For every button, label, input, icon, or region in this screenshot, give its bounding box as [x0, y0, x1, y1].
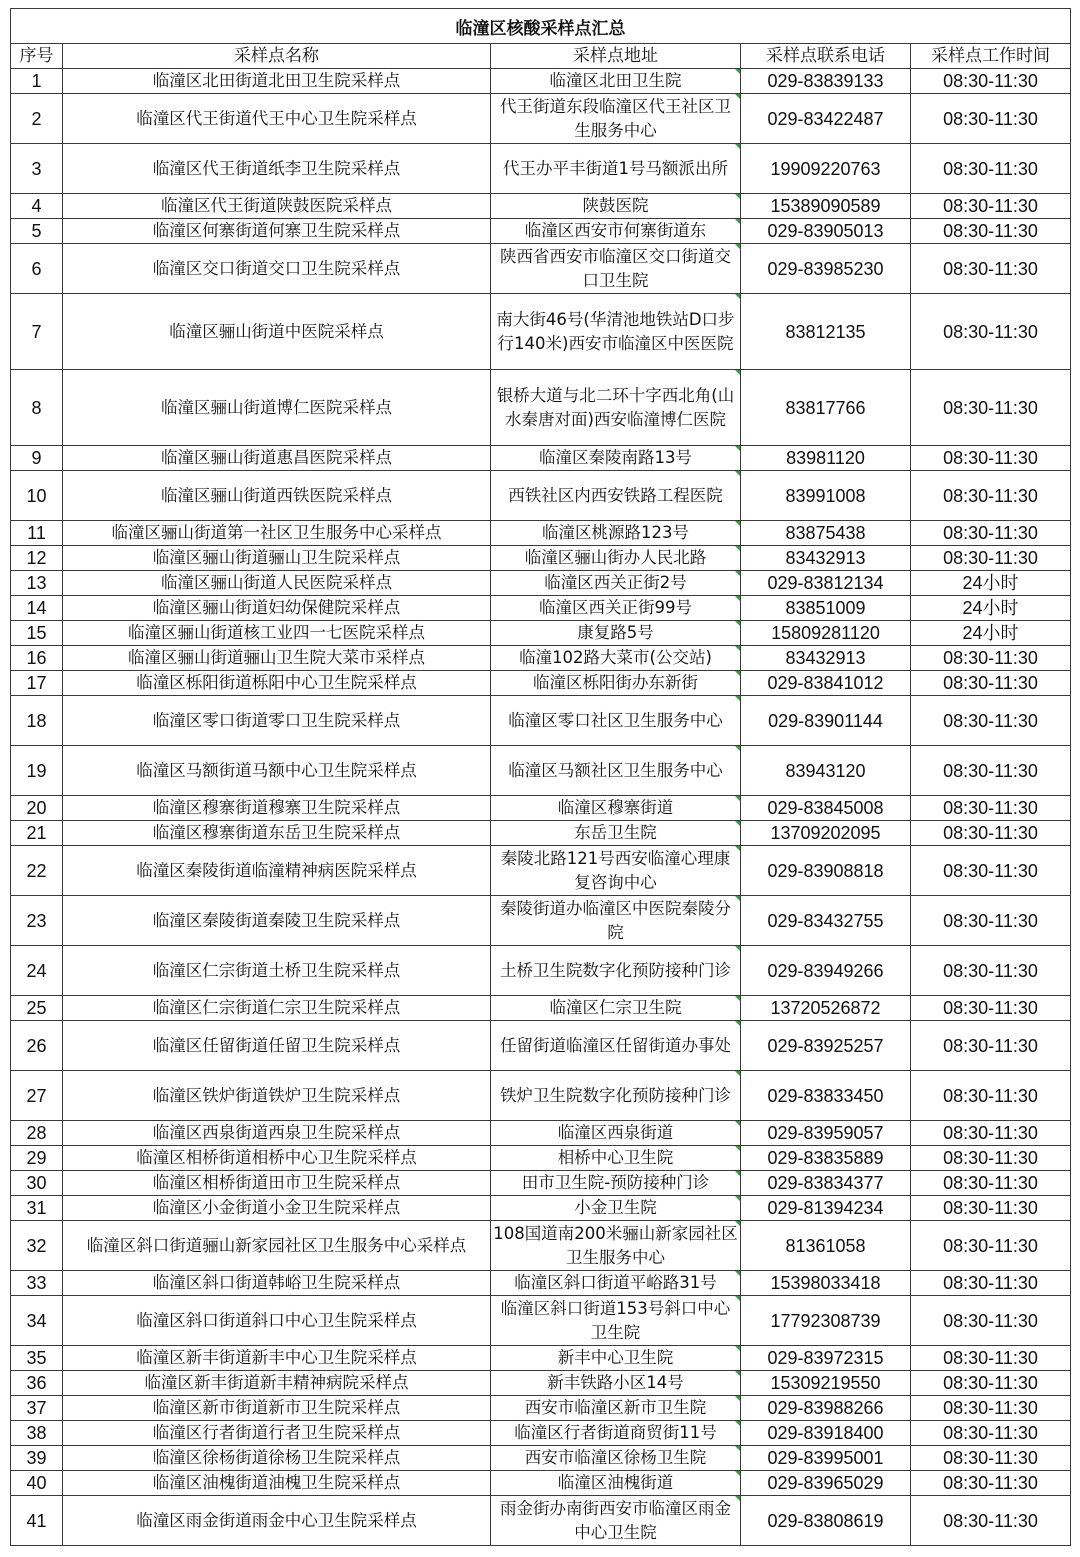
- cell-site-name: 临潼区秦陵街道临潼精神病医院采样点: [63, 846, 491, 896]
- cell-site-name: 临潼区仁宗街道土桥卫生院采样点: [63, 946, 491, 996]
- cell-site-address: 铁炉卫生院数字化预防接种门诊: [491, 1071, 741, 1121]
- table-row: [11, 1346, 1071, 1371]
- cell-hours: 08:30-11:30: [911, 1071, 1071, 1121]
- cell-phone: 029-83833450: [741, 1071, 911, 1121]
- cell-hours: 08:30-11:30: [911, 1371, 1071, 1396]
- cell-site-address: 东岳卫生院: [491, 821, 741, 846]
- table-row: [11, 746, 1071, 796]
- cell-site-address: 临潼区北田卫生院: [491, 69, 741, 94]
- cell-site-name: 临潼区仁宗街道仁宗卫生院采样点: [63, 996, 491, 1021]
- table-row: [11, 521, 1071, 546]
- cell-phone: 83812135: [741, 294, 911, 370]
- cell-no: 5: [11, 219, 63, 244]
- cell-site-address: 秦陵北路121号西安临潼心理康复咨询中心: [491, 846, 741, 896]
- table-row: [11, 446, 1071, 471]
- cell-phone: 81361058: [741, 1221, 911, 1271]
- cell-site-name: 临潼区北田街道北田卫生院采样点: [63, 69, 491, 94]
- table-row: [11, 1271, 1071, 1296]
- cell-site-address: 临潼区马额社区卫生服务中心: [491, 746, 741, 796]
- table-row: [11, 621, 1071, 646]
- cell-hours: 08:30-11:30: [911, 696, 1071, 746]
- cell-site-address: 临潼区穆寨街道: [491, 796, 741, 821]
- cell-hours: 08:30-11:30: [911, 244, 1071, 294]
- cell-no: 16: [11, 646, 63, 671]
- cell-phone: 029-83905013: [741, 219, 911, 244]
- cell-hours: 08:30-11:30: [911, 219, 1071, 244]
- cell-no: 1: [11, 69, 63, 94]
- cell-phone: 029-83432755: [741, 896, 911, 946]
- cell-hours: 08:30-11:30: [911, 294, 1071, 370]
- cell-site-address: 土桥卫生院数字化预防接种门诊: [491, 946, 741, 996]
- cell-site-address: 临潼区秦陵南路13号: [491, 446, 741, 471]
- cell-site-address: 临潼区西关正街99号: [491, 596, 741, 621]
- cell-hours: 08:30-11:30: [911, 846, 1071, 896]
- table-row: [11, 244, 1071, 294]
- cell-site-name: 临潼区行者街道行者卫生院采样点: [63, 1421, 491, 1446]
- cell-site-address: 临潼区行者街道商贸街11号: [491, 1421, 741, 1446]
- cell-no: 38: [11, 1421, 63, 1446]
- cell-phone: 029-83812134: [741, 571, 911, 596]
- cell-site-address: 西铁社区内西安铁路工程医院: [491, 471, 741, 521]
- table-row: [11, 671, 1071, 696]
- cell-phone: 029-83995001: [741, 1446, 911, 1471]
- cell-site-address: 临潼区栎阳街办东新街: [491, 671, 741, 696]
- table-row: [11, 1421, 1071, 1446]
- cell-no: 8: [11, 370, 63, 446]
- cell-no: 33: [11, 1271, 63, 1296]
- cell-phone: 15389090589: [741, 194, 911, 219]
- cell-phone: 029-83845008: [741, 796, 911, 821]
- cell-site-name: 临潼区代王街道纸李卫生院采样点: [63, 144, 491, 194]
- cell-site-name: 临潼区斜口街道斜口中心卫生院采样点: [63, 1296, 491, 1346]
- table-title: 临潼区核酸采样点汇总: [11, 9, 1071, 44]
- cell-no: 2: [11, 94, 63, 144]
- cell-hours: 08:30-11:30: [911, 94, 1071, 144]
- cell-phone: 15398033418: [741, 1271, 911, 1296]
- cell-hours: 08:30-11:30: [911, 1396, 1071, 1421]
- cell-hours: 08:30-11:30: [911, 1421, 1071, 1446]
- cell-no: 10: [11, 471, 63, 521]
- cell-no: 14: [11, 596, 63, 621]
- table-row: [11, 94, 1071, 144]
- table-row: [11, 1446, 1071, 1471]
- cell-site-address: 临潼区骊山街办人民北路: [491, 546, 741, 571]
- cell-hours: 08:30-11:30: [911, 446, 1071, 471]
- cell-no: 36: [11, 1371, 63, 1396]
- table-row: [11, 546, 1071, 571]
- column-header-address: 采样点地址: [491, 44, 741, 69]
- table-row: [11, 1146, 1071, 1171]
- cell-phone: 029-83839133: [741, 69, 911, 94]
- table-row: [11, 1171, 1071, 1196]
- cell-phone: 029-83834377: [741, 1171, 911, 1196]
- cell-hours: 08:30-11:30: [911, 1221, 1071, 1271]
- table-row: [11, 294, 1071, 370]
- cell-site-address: 临潼区斜口街道153号斜口中心卫生院: [491, 1296, 741, 1346]
- cell-site-address: 新丰中心卫生院: [491, 1346, 741, 1371]
- cell-site-address: 临潼区仁宗卫生院: [491, 996, 741, 1021]
- cell-no: 19: [11, 746, 63, 796]
- table-row: [11, 219, 1071, 244]
- cell-no: 40: [11, 1471, 63, 1496]
- cell-phone: 029-83808619: [741, 1496, 911, 1546]
- table-row: [11, 1396, 1071, 1421]
- cell-phone: 15309219550: [741, 1371, 911, 1396]
- cell-hours: 08:30-11:30: [911, 796, 1071, 821]
- cell-no: 20: [11, 796, 63, 821]
- cell-site-address: 西安市临潼区徐杨卫生院: [491, 1446, 741, 1471]
- cell-phone: 15809281120: [741, 621, 911, 646]
- cell-phone: 83875438: [741, 521, 911, 546]
- cell-no: 29: [11, 1146, 63, 1171]
- cell-no: 9: [11, 446, 63, 471]
- cell-phone: 029-83959057: [741, 1121, 911, 1146]
- cell-no: 7: [11, 294, 63, 370]
- table-row: [11, 796, 1071, 821]
- header-row: [11, 44, 1071, 69]
- cell-phone: 029-83835889: [741, 1146, 911, 1171]
- cell-site-address: 临潼区斜口街道平峪路31号: [491, 1271, 741, 1296]
- cell-site-name: 临潼区何寨街道何寨卫生院采样点: [63, 219, 491, 244]
- cell-hours: 08:30-11:30: [911, 996, 1071, 1021]
- cell-site-address: 南大街46号(华清池地铁站D口步行140米)西安市临潼区中医医院: [491, 294, 741, 370]
- table-row: [11, 370, 1071, 446]
- cell-site-name: 临潼区任留街道任留卫生院采样点: [63, 1021, 491, 1071]
- cell-site-address: 银桥大道与北二环十字西北角(山水秦唐对面)西安临潼博仁医院: [491, 370, 741, 446]
- cell-no: 24: [11, 946, 63, 996]
- cell-site-address: 临潼区零口社区卫生服务中心: [491, 696, 741, 746]
- cell-no: 17: [11, 671, 63, 696]
- cell-site-address: 陕西省西安市临潼区交口街道交口卫生院: [491, 244, 741, 294]
- cell-site-name: 临潼区马额街道马额中心卫生院采样点: [63, 746, 491, 796]
- table-row: [11, 1221, 1071, 1271]
- cell-no: 12: [11, 546, 63, 571]
- column-header-phone: 采样点联系电话: [741, 44, 911, 69]
- table-row: [11, 696, 1071, 746]
- cell-no: 32: [11, 1221, 63, 1271]
- cell-site-name: 临潼区代王街道陕鼓医院采样点: [63, 194, 491, 219]
- cell-hours: 08:30-11:30: [911, 194, 1071, 219]
- cell-site-name: 临潼区栎阳街道栎阳中心卫生院采样点: [63, 671, 491, 696]
- cell-no: 28: [11, 1121, 63, 1146]
- cell-no: 13: [11, 571, 63, 596]
- cell-site-name: 临潼区小金街道小金卫生院采样点: [63, 1196, 491, 1221]
- table-row: [11, 1196, 1071, 1221]
- cell-phone: 029-81394234: [741, 1196, 911, 1221]
- column-header-hours: 采样点工作时间: [911, 44, 1071, 69]
- table-row: [11, 596, 1071, 621]
- cell-site-address: 代王街道东段临潼区代王社区卫生服务中心: [491, 94, 741, 144]
- table-row: [11, 1496, 1071, 1546]
- cell-site-name: 临潼区骊山街道核工业四一七医院采样点: [63, 621, 491, 646]
- cell-site-address: 临潼区西关正街2号: [491, 571, 741, 596]
- cell-no: 11: [11, 521, 63, 546]
- cell-site-name: 临潼区雨金街道雨金中心卫生院采样点: [63, 1496, 491, 1546]
- cell-site-address: 临潼102路大菜市(公交站): [491, 646, 741, 671]
- cell-site-address: 相桥中心卫生院: [491, 1146, 741, 1171]
- cell-hours: 08:30-11:30: [911, 821, 1071, 846]
- cell-phone: 13709202095: [741, 821, 911, 846]
- table-row: [11, 1296, 1071, 1346]
- cell-hours: 08:30-11:30: [911, 671, 1071, 696]
- cell-no: 41: [11, 1496, 63, 1546]
- cell-site-address: 田市卫生院-预防接种门诊: [491, 1171, 741, 1196]
- cell-site-address: 秦陵街道办临潼区中医院秦陵分院: [491, 896, 741, 946]
- cell-site-name: 临潼区穆寨街道东岳卫生院采样点: [63, 821, 491, 846]
- cell-hours: 08:30-11:30: [911, 1121, 1071, 1146]
- cell-hours: 08:30-11:30: [911, 646, 1071, 671]
- cell-site-address: 临潼区桃源路123号: [491, 521, 741, 546]
- cell-site-name: 临潼区油槐街道油槐卫生院采样点: [63, 1471, 491, 1496]
- table-row: [11, 144, 1071, 194]
- cell-phone: 83981120: [741, 446, 911, 471]
- cell-phone: 13720526872: [741, 996, 911, 1021]
- cell-site-name: 临潼区骊山街道妇幼保健院采样点: [63, 596, 491, 621]
- cell-no: 4: [11, 194, 63, 219]
- cell-site-address: 108国道南200米骊山新家园社区卫生服务中心: [491, 1221, 741, 1271]
- table-row: [11, 1371, 1071, 1396]
- cell-site-address: 代王办平丰街道1号马额派出所: [491, 144, 741, 194]
- table-row: [11, 194, 1071, 219]
- cell-site-name: 临潼区相桥街道相桥中心卫生院采样点: [63, 1146, 491, 1171]
- cell-phone: 83432913: [741, 646, 911, 671]
- cell-phone: 83851009: [741, 596, 911, 621]
- cell-site-name: 临潼区徐杨街道徐杨卫生院采样点: [63, 1446, 491, 1471]
- cell-no: 23: [11, 896, 63, 946]
- sampling-sites-table: [10, 8, 1071, 1546]
- cell-phone: 029-83972315: [741, 1346, 911, 1371]
- cell-site-name: 临潼区新市街道新市卫生院采样点: [63, 1396, 491, 1421]
- cell-hours: 24小时: [911, 596, 1071, 621]
- cell-hours: 08:30-11:30: [911, 1471, 1071, 1496]
- cell-phone: 029-83422487: [741, 94, 911, 144]
- cell-site-name: 临潼区秦陵街道秦陵卫生院采样点: [63, 896, 491, 946]
- cell-hours: 08:30-11:30: [911, 1171, 1071, 1196]
- table-row: [11, 69, 1071, 94]
- cell-hours: 08:30-11:30: [911, 896, 1071, 946]
- cell-no: 26: [11, 1021, 63, 1071]
- cell-phone: 029-83901144: [741, 696, 911, 746]
- cell-no: 18: [11, 696, 63, 746]
- cell-site-name: 临潼区新丰街道新丰中心卫生院采样点: [63, 1346, 491, 1371]
- cell-site-address: 康复路5号: [491, 621, 741, 646]
- cell-hours: 08:30-11:30: [911, 946, 1071, 996]
- cell-phone: 83432913: [741, 546, 911, 571]
- table-body: [11, 69, 1071, 1546]
- cell-site-name: 临潼区相桥街道田市卫生院采样点: [63, 1171, 491, 1196]
- cell-phone: 19909220763: [741, 144, 911, 194]
- table-row: [11, 1471, 1071, 1496]
- cell-site-name: 临潼区西泉街道西泉卫生院采样点: [63, 1121, 491, 1146]
- cell-hours: 08:30-11:30: [911, 1296, 1071, 1346]
- cell-phone: 17792308739: [741, 1296, 911, 1346]
- cell-hours: 24小时: [911, 571, 1071, 596]
- cell-hours: 08:30-11:30: [911, 471, 1071, 521]
- cell-no: 25: [11, 996, 63, 1021]
- table-row: [11, 821, 1071, 846]
- cell-site-address: 任留街道临潼区任留街道办事处: [491, 1021, 741, 1071]
- cell-hours: 08:30-11:30: [911, 1021, 1071, 1071]
- cell-phone: 029-83925257: [741, 1021, 911, 1071]
- table-row: [11, 846, 1071, 896]
- table-row: [11, 996, 1071, 1021]
- cell-phone: 029-83985230: [741, 244, 911, 294]
- cell-hours: 08:30-11:30: [911, 1346, 1071, 1371]
- table-row: [11, 471, 1071, 521]
- cell-phone: 029-83949266: [741, 946, 911, 996]
- cell-hours: 08:30-11:30: [911, 1146, 1071, 1171]
- cell-site-name: 临潼区骊山街道西铁医院采样点: [63, 471, 491, 521]
- cell-no: 34: [11, 1296, 63, 1346]
- cell-site-address: 临潼区西安市何寨街道东: [491, 219, 741, 244]
- cell-phone: 029-83841012: [741, 671, 911, 696]
- cell-no: 3: [11, 144, 63, 194]
- cell-hours: 08:30-11:30: [911, 1196, 1071, 1221]
- cell-site-name: 临潼区代王街道代王中心卫生院采样点: [63, 94, 491, 144]
- cell-hours: 08:30-11:30: [911, 69, 1071, 94]
- column-header-name: 采样点名称: [63, 44, 491, 69]
- cell-phone: 029-83918400: [741, 1421, 911, 1446]
- cell-no: 6: [11, 244, 63, 294]
- cell-phone: 029-83988266: [741, 1396, 911, 1421]
- cell-site-name: 临潼区斜口街道韩峪卫生院采样点: [63, 1271, 491, 1296]
- cell-phone: 029-83965029: [741, 1471, 911, 1496]
- cell-no: 30: [11, 1171, 63, 1196]
- table-row: [11, 1071, 1071, 1121]
- cell-site-name: 临潼区零口街道零口卫生院采样点: [63, 696, 491, 746]
- cell-site-name: 临潼区穆寨街道穆寨卫生院采样点: [63, 796, 491, 821]
- cell-site-name: 临潼区骊山街道人民医院采样点: [63, 571, 491, 596]
- cell-site-name: 临潼区斜口街道骊山新家园社区卫生服务中心采样点: [63, 1221, 491, 1271]
- cell-no: 37: [11, 1396, 63, 1421]
- cell-site-name: 临潼区骊山街道惠昌医院采样点: [63, 446, 491, 471]
- cell-phone: 83991008: [741, 471, 911, 521]
- cell-no: 39: [11, 1446, 63, 1471]
- cell-site-address: 新丰铁路小区14号: [491, 1371, 741, 1396]
- cell-phone: 83817766: [741, 370, 911, 446]
- cell-no: 35: [11, 1346, 63, 1371]
- cell-site-address: 临潼区油槐街道: [491, 1471, 741, 1496]
- cell-hours: 08:30-11:30: [911, 1496, 1071, 1546]
- table-row: [11, 646, 1071, 671]
- table-row: [11, 1121, 1071, 1146]
- cell-site-address: 小金卫生院: [491, 1196, 741, 1221]
- cell-hours: 08:30-11:30: [911, 546, 1071, 571]
- table-row: [11, 896, 1071, 946]
- cell-site-name: 临潼区骊山街道第一社区卫生服务中心采样点: [63, 521, 491, 546]
- table-row: [11, 946, 1071, 996]
- cell-hours: 08:30-11:30: [911, 746, 1071, 796]
- cell-no: 21: [11, 821, 63, 846]
- cell-site-name: 临潼区新丰街道新丰精神病院采样点: [63, 1371, 491, 1396]
- cell-hours: 08:30-11:30: [911, 521, 1071, 546]
- cell-site-name: 临潼区骊山街道骊山卫生院采样点: [63, 546, 491, 571]
- cell-phone: 83943120: [741, 746, 911, 796]
- cell-no: 31: [11, 1196, 63, 1221]
- cell-site-name: 临潼区交口街道交口卫生院采样点: [63, 244, 491, 294]
- cell-site-name: 临潼区骊山街道中医院采样点: [63, 294, 491, 370]
- cell-hours: 08:30-11:30: [911, 1271, 1071, 1296]
- cell-no: 27: [11, 1071, 63, 1121]
- cell-hours: 24小时: [911, 621, 1071, 646]
- cell-site-address: 陕鼓医院: [491, 194, 741, 219]
- cell-hours: 08:30-11:30: [911, 1446, 1071, 1471]
- cell-site-address: 临潼区西泉街道: [491, 1121, 741, 1146]
- column-header-no: 序号: [11, 44, 63, 69]
- cell-site-name: 临潼区骊山街道博仁医院采样点: [63, 370, 491, 446]
- cell-no: 22: [11, 846, 63, 896]
- cell-phone: 029-83908818: [741, 846, 911, 896]
- cell-site-address: 西安市临潼区新市卫生院: [491, 1396, 741, 1421]
- cell-no: 15: [11, 621, 63, 646]
- cell-hours: 08:30-11:30: [911, 144, 1071, 194]
- table-row: [11, 1021, 1071, 1071]
- table-row: [11, 571, 1071, 596]
- cell-site-name: 临潼区铁炉街道铁炉卫生院采样点: [63, 1071, 491, 1121]
- cell-site-address: 雨金街办南街西安市临潼区雨金中心卫生院: [491, 1496, 741, 1546]
- cell-site-name: 临潼区骊山街道骊山卫生院大菜市采样点: [63, 646, 491, 671]
- cell-hours: 08:30-11:30: [911, 370, 1071, 446]
